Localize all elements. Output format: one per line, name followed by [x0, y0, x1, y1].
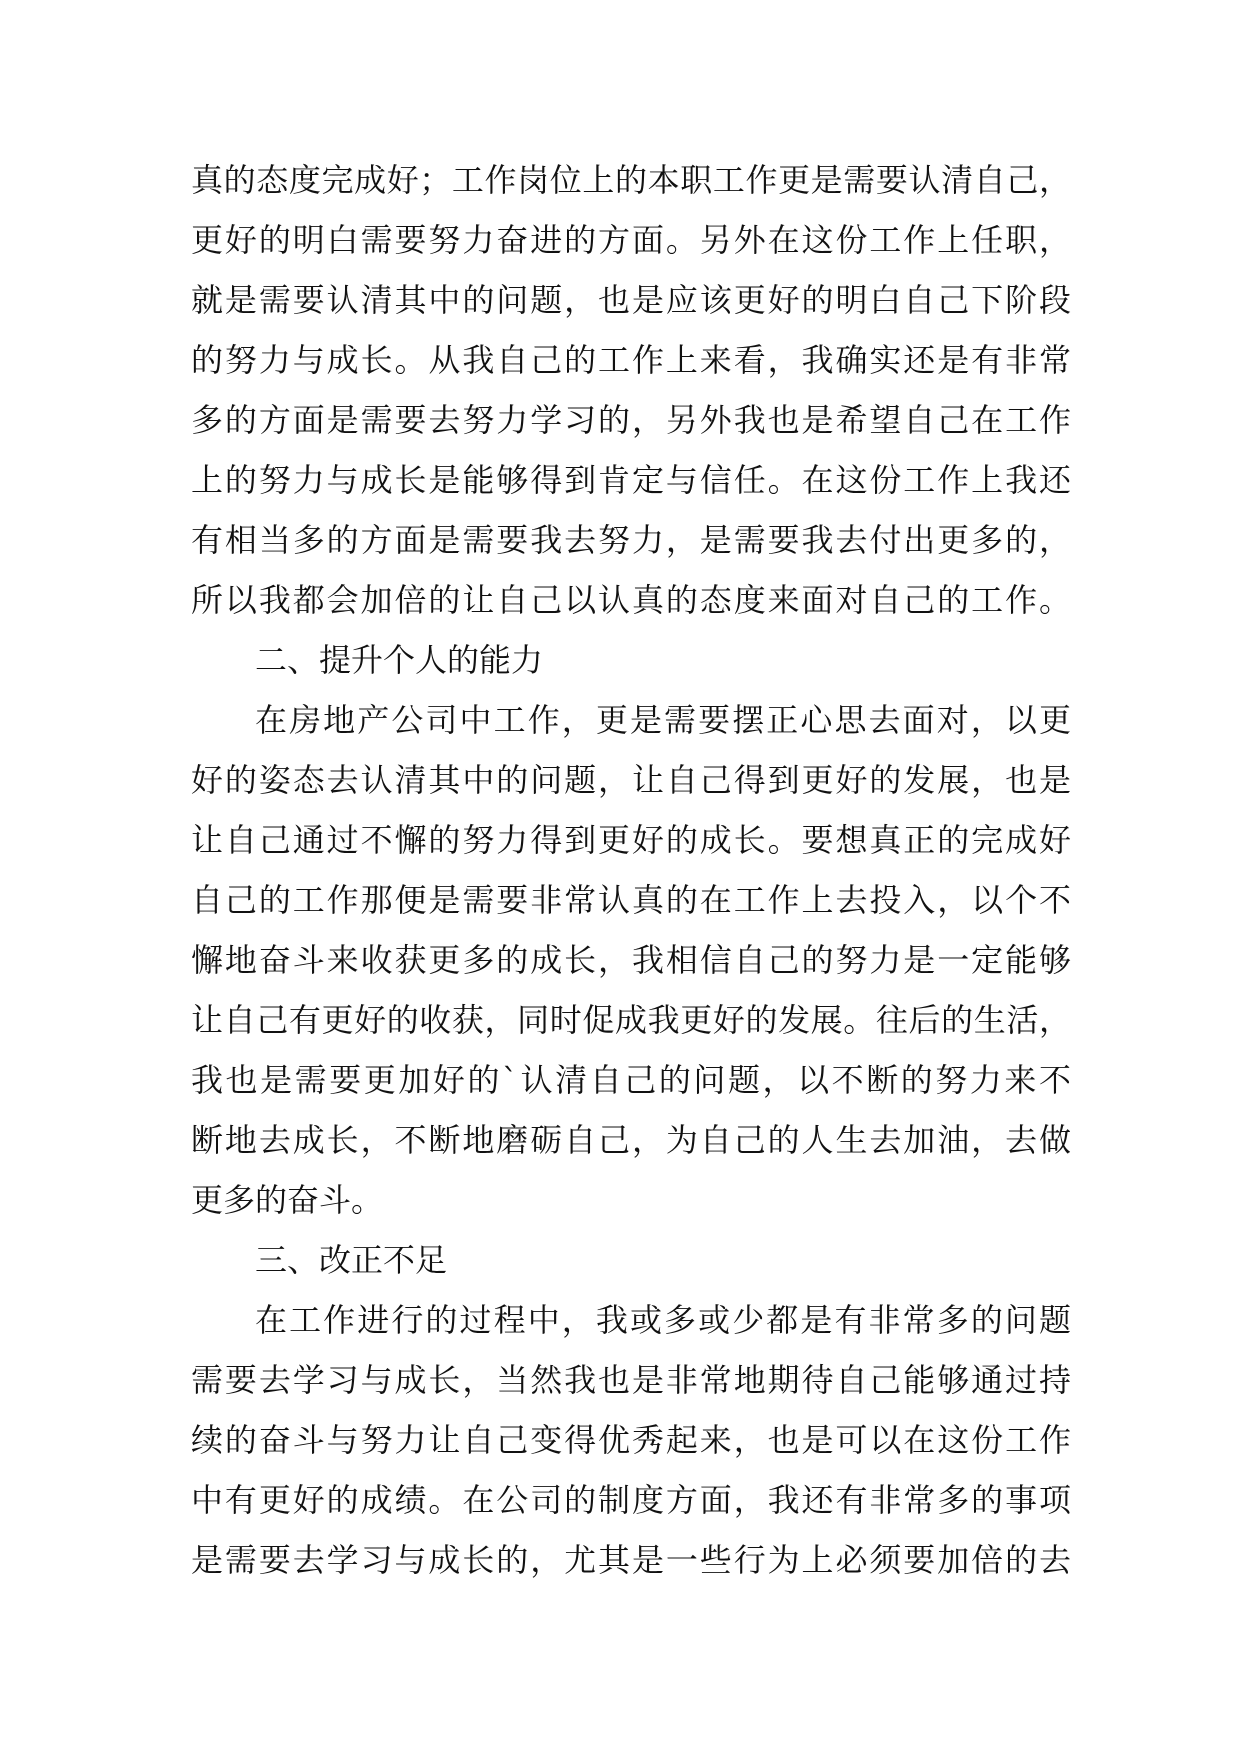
- text-line: 在房地产公司中工作，更是需要摆正心思去面对，以更: [255, 701, 1071, 739]
- text-line: 上的努力与成长是能够得到肯定与信任。在这份工作上我还: [191, 461, 1071, 499]
- text-line: 让自己通过不懈的努力得到更好的成长。要想真正的完成好: [191, 821, 1071, 859]
- text-line: 懈地奋斗来收获更多的成长，我相信自己的努力是一定能够: [191, 941, 1071, 979]
- text-line: 我也是需要更加好的`认清自己的问题，以不断的努力来不: [191, 1061, 1071, 1099]
- text-line: 中有更好的成绩。在公司的制度方面，我还有非常多的事项: [191, 1481, 1071, 1519]
- text-line: 在工作进行的过程中，我或多或少都是有非常多的问题: [255, 1301, 1071, 1339]
- text-line: 更好的明白需要努力奋进的方面。另外在这份工作上任职，: [191, 221, 1071, 259]
- text-line: 让自己有更好的收获，同时促成我更好的发展。往后的生活，: [191, 1001, 1071, 1039]
- text-line: 更多的奋斗。: [191, 1181, 384, 1219]
- text-line: 真的态度完成好；工作岗位上的本职工作更是需要认清自己，: [191, 161, 1071, 199]
- text-line: 有相当多的方面是需要我去努力，是需要我去付出更多的，: [191, 521, 1071, 559]
- text-line: 多的方面是需要去努力学习的，另外我也是希望自己在工作: [191, 401, 1071, 439]
- text-line: 续的奋斗与努力让自己变得优秀起来，也是可以在这份工作: [191, 1421, 1071, 1459]
- text-line: 好的姿态去认清其中的问题，让自己得到更好的发展，也是: [191, 761, 1071, 799]
- text-line: 的努力与成长。从我自己的工作上来看，我确实还是有非常: [191, 341, 1071, 379]
- text-line: 断地去成长，不断地磨砺自己，为自己的人生去加油，去做: [191, 1121, 1071, 1159]
- text-line: 需要去学习与成长，当然我也是非常地期待自己能够通过持: [191, 1361, 1071, 1399]
- section-heading: 三、改正不足: [255, 1241, 448, 1279]
- text-line: 是需要去学习与成长的，尤其是一些行为上必须要加倍的去: [191, 1541, 1071, 1579]
- text-line: 就是需要认清其中的问题，也是应该更好的明白自己下阶段: [191, 281, 1071, 319]
- text-line: 自己的工作那便是需要非常认真的在工作上去投入，以个不: [191, 881, 1071, 919]
- document-body: [191, 150, 1071, 1590]
- text-line: 所以我都会加倍的让自己以认真的态度来面对自己的工作。: [191, 581, 1071, 619]
- section-heading: 二、提升个人的能力: [255, 641, 544, 679]
